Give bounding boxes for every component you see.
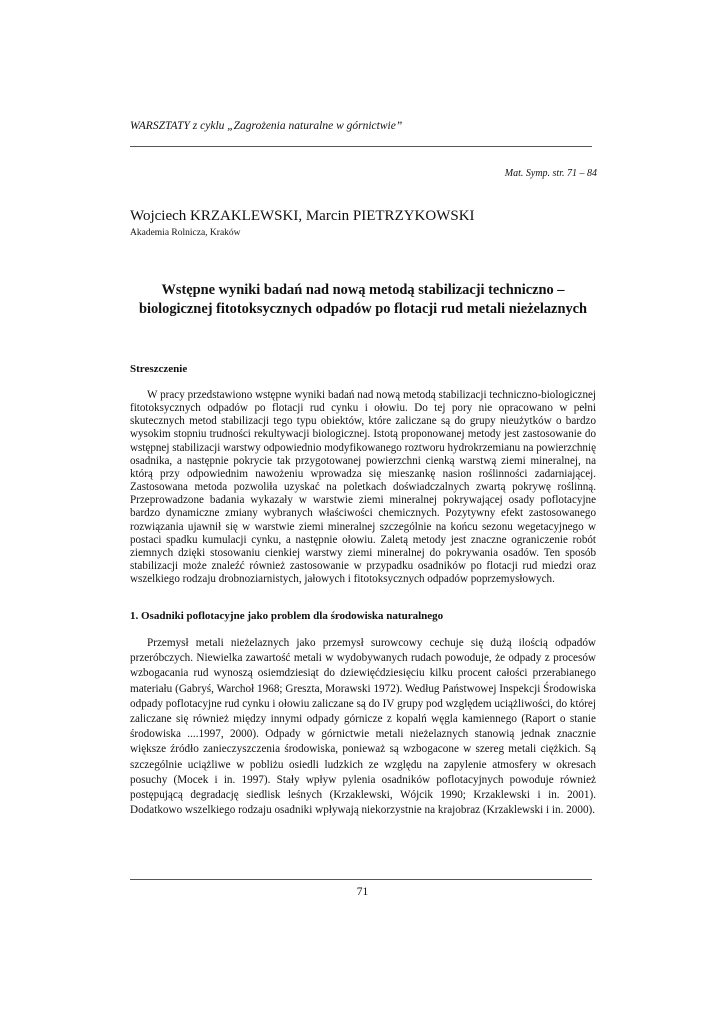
paper-title [130, 281, 596, 319]
affiliation: Akademia Rolnicza, Kraków [130, 228, 241, 238]
footer-divider [130, 879, 592, 880]
section-1-text: Przemysł metali nieżelaznych jako przemysł surowcowy cechuje się dużą ilością odpadów przeróbczych. Niewielka zawartość metali w wydobywanych rudach powoduje, że odpady z procesów wzbogacania rud wynoszą osiemdziesiąt do dziewięćdziesięciu kilku procent całości przerabianego materiału (Gabryś, Warchoł 1968; Greszta, Morawski 1972). Według Państwowej Inspekcji Środowiska odpady poflotacyjne rud cynku i ołowiu zaliczane są do IV grupy pod względem uciążliwości, do której zaliczane się również między innymi odpady górnicze z kopalń węgla kamiennego (Raport o stanie środowiska ....1997, 2000). Odpady w górnictwie metali nieżelaznych stanowią jednak znacznie większe źródło zanieczyszczenia środowiska, ponieważ są wzbogacone w szereg metali ciężkich. Są szczególnie uciążliwe w pobliżu osiedli ludzkich ze względu na zapylenie atmosfery w okresach posuchy (Mocek i in. 1997). Stały wpływ pylenia osadników poflotacyjnych powoduje również postępującą degradację siedlisk leśnych (Krzaklewski, Wójcik 1990; Krzaklewski i in. 2001). Dodatkowo wszelkiego rodzaju osadniki wpływają niekorzystnie na krajobraz (Krzaklewski i in. 2000). [130, 637, 596, 817]
header-divider [130, 146, 592, 147]
page-number: 71 [356, 886, 369, 898]
running-header: WARSZTATY z cyklu „Zagrożenia naturalne w górnictwie” [130, 120, 403, 132]
authors: Wojciech KRZAKLEWSKI, Marcin PIETRZYKOWSKI [130, 208, 475, 224]
section-1-heading: 1. Osadniki poflotacyjne jako problem dla środowiska naturalnego [130, 610, 444, 622]
title-line-2: biologicznej fitotoksycznych odpadów po flotacji rud metali nieżelaznych [138, 301, 588, 317]
title-line-1: Wstępne wyniki badań nad nową metodą stabilizacji techniczno – [161, 282, 565, 298]
abstract-heading: Streszczenie [130, 363, 188, 375]
citation-reference: Mat. Symp. str. 71 – 84 [504, 168, 597, 179]
abstract-text: W pracy przedstawiono wstępne wyniki badań nad nową metodą stabilizacji techniczno-biologicznej fitotoksycznych odpadów po flotacji rud cynku i ołowiu. Do tej pory nie opracowano w pełni skutecznych metod stabilizacji tego typu obiektów, które zaliczane są do grupy nieużytków o bardzo wysokim stopniu trudności rekultywacji biologicznej. Istotą proponowanej metody jest zastosowanie do wstępnej stabilizacji warstwy odpowiednio modyfikowanego roztworu hydrokrzemianu na powierzchnię osadnika, a następnie pokrycie tak przygotowanej powierzchni cienką warstwą ziemi mineralnej, na którą przy odpowiednim nawożeniu wprowadza się mieszankę nasion roślinności zadarniającej. Zastosowana metoda pozwoliła uzyskać na poletkach doświadczalnych zwartą pokrywę roślinną. Przeprowadzone badania wykazały w warstwie ziemi mineralnej pokrywającej osady poflotacyjne bardzo dynamiczne zmiany wybranych właściwości chemicznych. Pozytywny efekt zastosowanego rozwiązania ujawnił się w warstwie ziemi mineralnej szczególnie na końcu sezonu wegetacyjnego w postaci spadku kumulacji cynku, a następnie ołowiu. Zaletą metody jest znaczne ograniczenie robót ziemnych dzięki stosowaniu cienkiej warstwy ziemi mineralnej do pokrywania osadów. Ten sposób stabilizacji może znaleźć również zastosowanie w przypadku osadników po flotacji rud miedzi oraz wszelkiego rodzaju drobnoziarnistych, jałowych i fitotoksycznych odpadów poprzemysłowych. [130, 389, 596, 586]
